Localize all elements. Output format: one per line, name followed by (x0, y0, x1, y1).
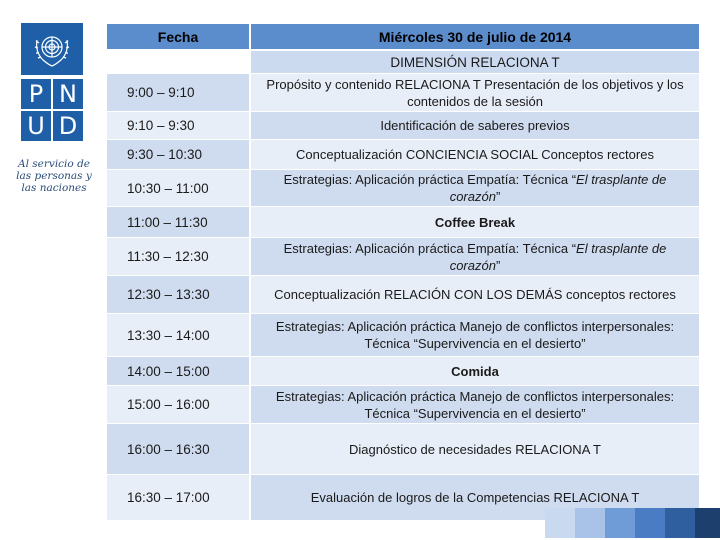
activity-cell (251, 170, 699, 206)
activity-text-end: ” (495, 257, 501, 273)
table-row (107, 314, 699, 357)
time-cell: 14:00 – 15:00 (107, 357, 249, 385)
logo-letter-u: U (21, 111, 51, 141)
stripe (575, 508, 605, 538)
time-cell: 15:00 – 16:00 (107, 386, 249, 423)
date-value: Miércoles 30 de julio de 2014 (251, 24, 699, 49)
logo-letter-p: P (21, 79, 51, 109)
activity-technique: El trasplante de corazón (449, 240, 667, 273)
table-row (107, 238, 699, 276)
table-row (107, 276, 699, 314)
undp-logo (21, 23, 83, 149)
decorative-stripes (545, 508, 720, 538)
activity-technique: El trasplante de corazón (449, 172, 667, 204)
logo-tagline: Al servicio de las personas y las naciones (16, 158, 92, 194)
time-cell: 11:00 – 11:30 (107, 207, 249, 237)
activity-cell: Identificación de saberes previos (251, 112, 699, 139)
table-row (107, 140, 699, 170)
agenda-table (107, 24, 699, 521)
activity-cell: Evaluación de logros de la Competencias RELACIONA T (251, 475, 699, 520)
section-title: DIMENSIÓN RELACIONA T (251, 51, 699, 74)
table-row (107, 170, 699, 207)
time-cell: 9:10 – 9:30 (107, 112, 249, 139)
date-label: Fecha (107, 24, 249, 49)
activity-cell: Conceptualización CONCIENCIA SOCIAL Conceptos rectores (251, 140, 699, 169)
activity-cell (251, 238, 699, 275)
activity-text-end: ” (495, 189, 501, 204)
activity-cell: Coffee Break (251, 207, 699, 237)
time-cell: 11:30 – 12:30 (107, 238, 249, 275)
activity-text: Estrategias: Aplicación práctica Empatía: Técnica “ (283, 172, 577, 187)
activity-text: Estrategias: Aplicación práctica Empatía: Técnica “ (283, 240, 577, 256)
activity-cell: Conceptualización RELACIÓN CON LOS DEMÁS conceptos rectores (251, 276, 699, 313)
time-cell: 16:00 – 16:30 (107, 424, 249, 474)
time-cell: 9:00 – 9:10 (107, 74, 249, 111)
table-row (107, 357, 699, 386)
stripe (665, 508, 695, 538)
time-cell: 16:30 – 17:00 (107, 475, 249, 520)
stripe (695, 508, 720, 538)
header-row (107, 24, 699, 49)
time-cell: 10:30 – 11:00 (107, 170, 249, 206)
table-row (107, 207, 699, 238)
logo-letter-n: N (53, 79, 83, 109)
table-row (107, 386, 699, 424)
activity-cell: Estrategias: Aplicación práctica Manejo de conflictos interpersonales: Técnica “Supervivencia en el desierto” (251, 386, 699, 423)
time-cell: 13:30 – 14:00 (107, 314, 249, 356)
table-row (107, 112, 699, 140)
un-emblem-icon (21, 23, 83, 75)
stripe (545, 508, 575, 538)
time-cell: 12:30 – 13:30 (107, 276, 249, 313)
stripe (605, 508, 635, 538)
activity-cell: Comida (251, 357, 699, 385)
time-cell: 9:30 – 10:30 (107, 140, 249, 169)
stripe (635, 508, 665, 538)
table-row (107, 74, 699, 112)
activity-cell: Diagnóstico de necesidades RELACIONA T (251, 424, 699, 474)
table-row (107, 424, 699, 475)
activity-cell: Estrategias: Aplicación práctica Manejo de conflictos interpersonales: Técnica “Supervivencia en el desierto” (251, 314, 699, 356)
logo-letter-d: D (53, 111, 83, 141)
activity-cell: Propósito y contenido RELACIONA T Presentación de los objetivos y los contenidos de la sesión (251, 74, 699, 111)
